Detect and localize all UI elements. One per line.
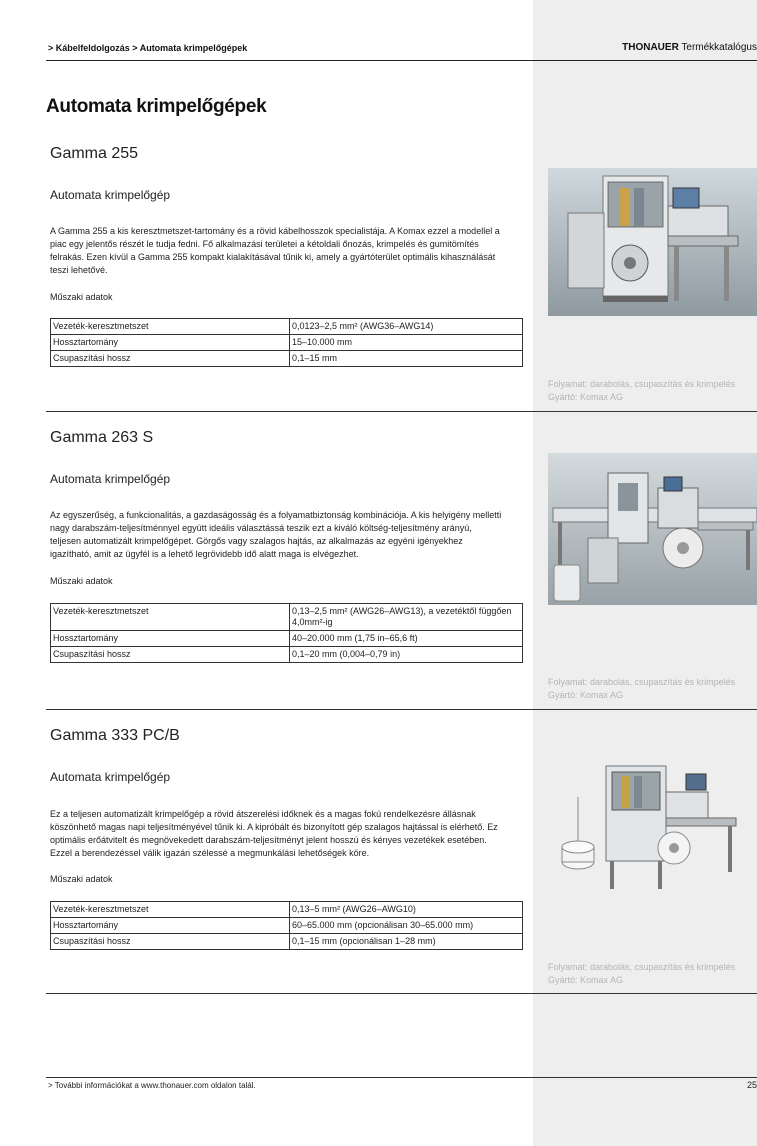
table-row (51, 319, 523, 335)
specs-table (50, 901, 523, 950)
page-title: Automata krimpelőgépek (46, 96, 267, 117)
manufacturer-caption: Gyártó: Komax AG (548, 690, 624, 700)
table-row (51, 647, 523, 663)
manufacturer-caption: Gyártó: Komax AG (548, 392, 624, 402)
header-bar (46, 40, 757, 61)
table-row (51, 631, 523, 647)
spec-key: Csupaszítási hossz (51, 647, 290, 663)
spec-key: Csupaszítási hossz (51, 351, 290, 367)
gamma-333-pcb-machine-photo (548, 752, 757, 900)
table-row (51, 934, 523, 950)
product-name: Gamma 255 (50, 145, 139, 162)
manufacturer-caption: Gyártó: Komax AG (548, 975, 624, 985)
catalog-brand (622, 42, 757, 53)
product-description: Ez a teljesen automatizált krimpelőgép a rövid átszerelési időknek és a magas fokú rendelkezésre állásnak köszönhető magas napi teljesítményével tűnik ki. A kipróbált és bizonyított gép szalagos hajtással is elérhető. Ez optimális erőátvitelt és megnövekedett darabszám-teljesítményt jelent hosszú és kényes vezetékek esetében. Ezzel a berendezéssel válik igazán szélessé a megmunkálási lehetőségek köre. (50, 809, 498, 858)
catalog-label: Termékkatalógus (678, 42, 757, 53)
spec-key: Vezeték-keresztmetszet (51, 604, 290, 631)
product-name: Gamma 263 S (50, 429, 154, 446)
process-caption: Folyamat: darabolás, csupaszítás és krimpelés (548, 379, 736, 389)
page-number: 25 (746, 1080, 757, 1090)
spec-key: Hossztartomány (51, 335, 290, 351)
specs-table (50, 603, 523, 663)
spec-key: Csupaszítási hossz (51, 934, 290, 950)
footer-more-info-link[interactable]: > További információkat a www.thonauer.com oldalon talál. (48, 1081, 256, 1090)
spec-key: Vezeték-keresztmetszet (51, 319, 290, 335)
spec-value: 0,13–5 mm² (AWG26–AWG10) (290, 902, 523, 918)
process-caption: Folyamat: darabolás, csupaszítás és krimpelés (548, 677, 736, 687)
spec-key: Hossztartomány (51, 918, 290, 934)
spec-value: 60–65.000 mm (opcionálisan 30–65.000 mm) (290, 918, 523, 934)
table-row (51, 918, 523, 934)
section-divider (46, 709, 757, 710)
specs-label: Műszaki adatok (50, 576, 113, 586)
spec-key: Vezeték-keresztmetszet (51, 902, 290, 918)
section-divider (46, 993, 757, 994)
spec-value: 15–10.000 mm (290, 335, 523, 351)
spec-value: 0,0123–2,5 mm² (AWG36–AWG14) (290, 319, 523, 335)
table-row (51, 902, 523, 918)
product-subtitle: Automata krimpelőgép (50, 770, 171, 784)
table-row (51, 335, 523, 351)
table-row (51, 351, 523, 367)
specs-label: Műszaki adatok (50, 874, 113, 884)
process-caption: Folyamat: darabolás, csupaszítás és krimpelés (548, 962, 736, 972)
brand-name: THONAUER (622, 42, 679, 53)
product-name: Gamma 333 PC/B (50, 727, 180, 744)
table-row (51, 604, 523, 631)
spec-key: Hossztartomány (51, 631, 290, 647)
gamma-255-machine-photo (548, 168, 757, 316)
spec-value: 40–20.000 mm (1,75 in–65,6 ft) (290, 631, 523, 647)
spec-value: 0,1–20 mm (0,004–0,79 in) (290, 647, 523, 663)
product-description: A Gamma 255 a kis keresztmetszet-tartomány és a rövid kábelhosszok specialistája. A Komax ezzel a modellel a piac egy jelentős részét le tudja fedni. Fő alkalmazási területei a kétoldali őnozás, krimpelés és gumitömítés felrakás. Ezen kívül a Gamma 255 kompakt kialakításával tűnik ki, amely a gyártóterület optimális kihasználását teszi lehetővé. (50, 226, 500, 275)
product-subtitle: Automata krimpelőgép (50, 188, 171, 202)
spec-value: 0,13–2,5 mm² (AWG26–AWG13), a vezetéktől függően 4,0mm²-ig (290, 604, 523, 631)
specs-table (50, 318, 523, 367)
product-subtitle: Automata krimpelőgép (50, 472, 171, 486)
spec-value: 0,1–15 mm (opcionálisan 1–28 mm) (290, 934, 523, 950)
breadcrumb: > Kábelfeldolgozás > Automata krimpelőgépek (48, 43, 248, 53)
section-divider (46, 411, 757, 412)
gamma-263-s-machine-photo (548, 453, 757, 605)
product-description: Az egyszerűség, a funkcionalitás, a gazdaságosság és a folyamatbiztonság kombinációja. A kis helyigény melletti nagy darabszám-teljesítménnyel együtt ideális választássá teszik ezt a kiváló költség-teljesítmény arányú, teljesen automatizált krimpelőgépet. Görgős vagy szalagos hajtás, az alkalmazás az egyéni igényekhez igazítható, amit az ügyfél is a lehető legrövidebb idő alatt maga is elvégezhet. (50, 510, 502, 559)
specs-label: Műszaki adatok (50, 292, 113, 302)
spec-value: 0,1–15 mm (290, 351, 523, 367)
